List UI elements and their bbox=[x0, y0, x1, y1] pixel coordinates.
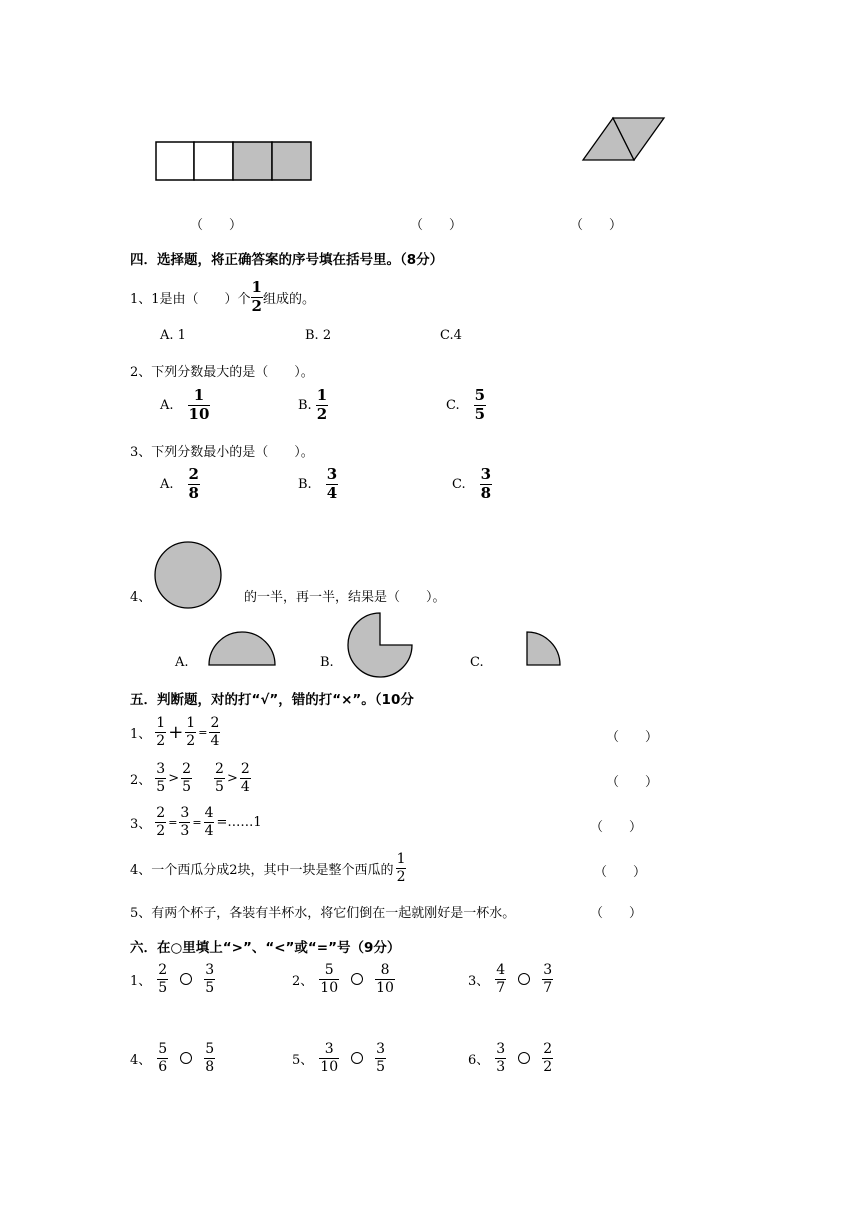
compare-circle-5[interactable] bbox=[351, 1052, 363, 1064]
judge-paren-4[interactable]: （ ） bbox=[594, 865, 647, 880]
q4-1-option-a: A. 1 bbox=[160, 328, 186, 343]
compare-item-6: 6、 $\frac{3}{3}$ $\frac{2}{2}$ bbox=[468, 1041, 553, 1075]
q4-4-number: 4、 bbox=[130, 590, 152, 605]
compare-circle-1[interactable] bbox=[180, 973, 192, 985]
q4-1-option-c: C.4 bbox=[440, 328, 462, 343]
compare-circle-4[interactable] bbox=[180, 1052, 192, 1064]
section6-heading: 六．在○里填上“>”、“<”或“=”号（9分） bbox=[130, 940, 401, 956]
q4-1 bbox=[130, 280, 315, 315]
judge-paren-2[interactable]: （ ） bbox=[606, 775, 659, 790]
semicircle-figure bbox=[208, 630, 278, 670]
compare-item-2: 2、 $\frac{5}{10}$ $\frac{8}{10}$ bbox=[292, 962, 394, 996]
q4-3-option-b: B. $\frac{3}{4}$ bbox=[298, 465, 338, 502]
q4-3-text: 3、下列分数最小的是（ ）。 bbox=[130, 445, 314, 460]
q4-1-suffix: 组成的。 bbox=[262, 291, 315, 307]
q4-4-option-b-label: B. bbox=[320, 655, 334, 670]
compare-circle-6[interactable] bbox=[518, 1052, 530, 1064]
q4-3-option-a: A. $\frac{2}{8}$ bbox=[160, 465, 199, 502]
compare-item-1: 1、 $\frac{2}{5}$ $\frac{3}{5}$ bbox=[130, 962, 215, 996]
q4-1-option-b: B. 2 bbox=[305, 328, 332, 343]
compare-item-5: 5、 $\frac{3}{10}$ $\frac{3}{5}$ bbox=[292, 1041, 386, 1075]
compare-circle-2[interactable] bbox=[351, 973, 363, 985]
quarter-circle-figure bbox=[526, 631, 566, 671]
answer-paren-1[interactable]: （ ） bbox=[190, 218, 243, 233]
q4-1-fraction: $\frac{1}{2}$ bbox=[251, 278, 262, 315]
q4-2-option-b: B. $\frac{1}{2}$ bbox=[298, 386, 328, 423]
compare-circle-3[interactable] bbox=[518, 973, 530, 985]
q4-4-text: 的一半，再一半，结果是（ ）。 bbox=[244, 590, 446, 605]
judge-paren-5[interactable]: （ ） bbox=[590, 906, 643, 921]
compare-item-4: 4、 $\frac{5}{6}$ $\frac{5}{8}$ bbox=[130, 1041, 215, 1075]
judge-item-4: 4、 一个西瓜分成2块，其中一块是整个西瓜的 $\frac{1}{2}$ bbox=[130, 851, 406, 885]
q4-4-option-a-label: A. bbox=[175, 655, 189, 670]
answer-paren-2[interactable]: （ ） bbox=[410, 218, 463, 233]
section4-heading: 四．选择题，将正确答案的序号填在括号里。（8分） bbox=[130, 252, 444, 268]
judge-item-3: 3、 $\frac{2}{2}$ = $\frac{3}{3}$ = $\frac{4}{4}$ =……1 bbox=[130, 805, 262, 839]
answer-paren-3[interactable]: （ ） bbox=[570, 218, 623, 233]
q4-1-prefix: 1、1是由（ ）个 bbox=[130, 291, 251, 307]
four-squares-figure bbox=[155, 141, 315, 183]
square-4-shaded bbox=[272, 142, 311, 180]
q4-3-option-c: C. $\frac{3}{8}$ bbox=[452, 465, 492, 502]
judge-item-5: 5、有两个杯子，各装有半杯水，将它们倒在一起就刚好是一杯水。 bbox=[130, 906, 516, 921]
three-quarter-circle-figure bbox=[346, 612, 416, 678]
judge-paren-1[interactable]: （ ） bbox=[606, 730, 659, 745]
square-1 bbox=[156, 142, 194, 180]
q4-2-text: 2、下列分数最大的是（ ）。 bbox=[130, 365, 314, 380]
full-circle-figure bbox=[154, 541, 224, 611]
compare-item-3: 3、 $\frac{4}{7}$ $\frac{3}{7}$ bbox=[468, 962, 553, 996]
q4-2-option-a: A. $\frac{1}{10}$ bbox=[160, 386, 210, 423]
q4-4-option-c-label: C. bbox=[470, 655, 484, 670]
judge-paren-3[interactable]: （ ） bbox=[590, 820, 643, 835]
q4-2-option-c: C. $\frac{5}{5}$ bbox=[446, 386, 486, 423]
parallelogram-figure bbox=[580, 116, 670, 164]
judge-item-1: 1、 $\frac{1}{2}$ + $\frac{1}{2}$ = $\frac{2}{4}$ bbox=[130, 715, 220, 749]
section5-heading: 五．判断题，对的打“√”，错的打“×”。（10分 bbox=[130, 692, 414, 708]
square-3-shaded bbox=[233, 142, 272, 180]
judge-item-2: 2、 $\frac{3}{5}$ > $\frac{2}{5}$ $\frac{2}{5}$ > $\frac{2}{4}$ bbox=[130, 761, 250, 795]
square-2 bbox=[194, 142, 233, 180]
